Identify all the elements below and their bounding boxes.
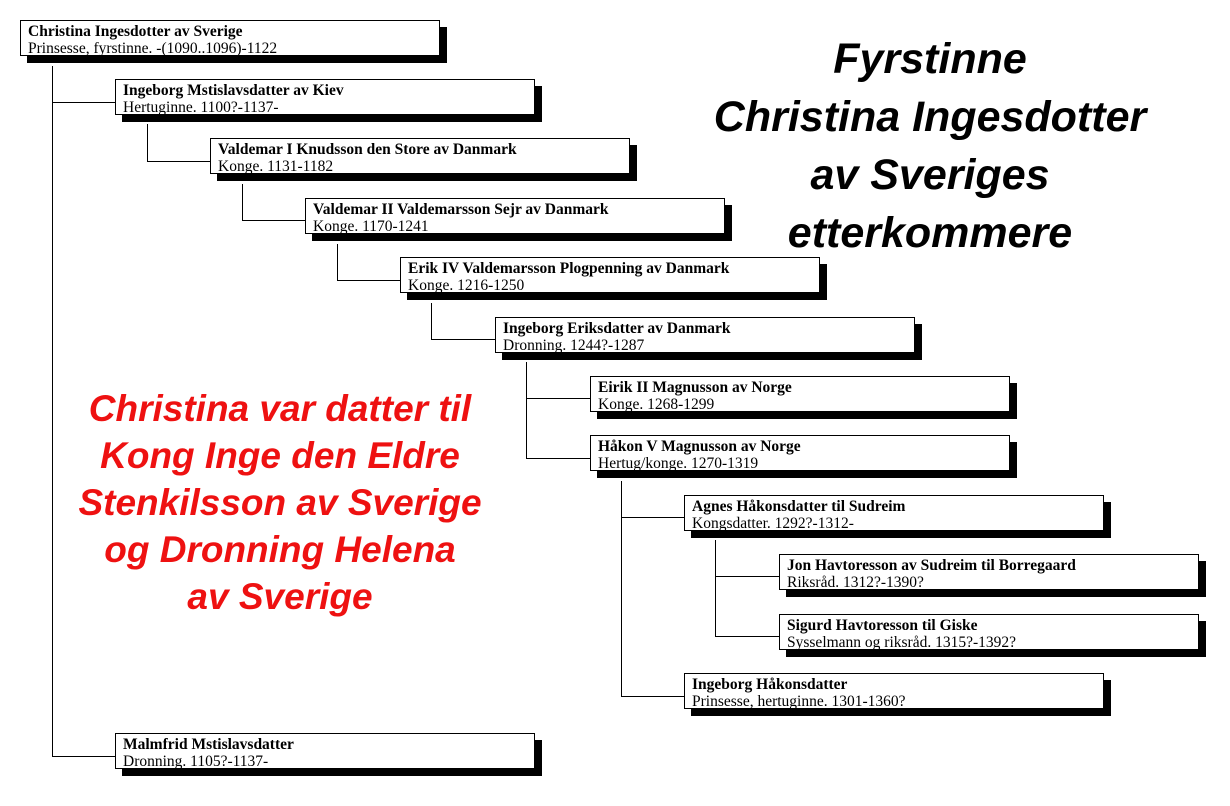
chart-title-line: Christina Ingesdotter xyxy=(713,93,1147,141)
person-name: Erik IV Valdemarsson Plogpenning av Danmark xyxy=(408,260,730,277)
connector-erik4-ingeborg xyxy=(432,303,496,340)
person-name: Christina Ingesdotter av Sverige xyxy=(28,23,243,40)
connector-ingeborg-valdemar1 xyxy=(148,124,211,162)
person-box-ingeborg-mstislavsdatter xyxy=(115,79,535,115)
person-box-christina xyxy=(20,20,440,56)
person-info: Sysselmann og riksråd. 1315?-1392? xyxy=(787,634,1017,651)
person-box-eirik-2 xyxy=(590,376,1010,412)
person-info: Konge. 1268-1299 xyxy=(598,396,715,413)
parentage-note-line: Kong Inge den Eldre xyxy=(100,435,460,476)
person-name: Ingeborg Håkonsdatter xyxy=(692,676,848,693)
parentage-note-line: Stenkilsson av Sverige xyxy=(78,482,482,523)
person-name: Agnes Håkonsdatter til Sudreim xyxy=(692,498,906,515)
person-box-sigurd-havtoresson xyxy=(779,614,1199,650)
person-name: Ingeborg Mstislavsdatter av Kiev xyxy=(123,82,344,99)
person-info: Riksråd. 1312?-1390? xyxy=(787,574,924,591)
chart-title xyxy=(650,30,1210,262)
person-name: Eirik II Magnusson av Norge xyxy=(598,379,792,396)
person-name: Ingeborg Eriksdatter av Danmark xyxy=(503,320,731,337)
connector-valdemar2-erik4 xyxy=(338,244,401,281)
person-box-ingeborg-hakonsdatter xyxy=(684,673,1104,709)
chart-title-line: etterkommere xyxy=(787,209,1073,257)
person-name: Valdemar II Valdemarsson Sejr av Danmark xyxy=(313,201,609,218)
parentage-note-line: Christina var datter til xyxy=(88,388,472,429)
person-info: Prinsesse, fyrstinne. -(1090..1096)-1122 xyxy=(28,40,278,57)
person-info: Konge. 1216-1250 xyxy=(408,277,525,294)
parentage-note-line: og Dronning Helena xyxy=(104,529,456,570)
person-box-malmfrid xyxy=(115,733,535,769)
person-box-agnes xyxy=(684,495,1104,531)
person-box-ingeborg-eriksdatter xyxy=(495,317,915,353)
person-info: Kongsdatter. 1292?-1312- xyxy=(692,515,854,532)
person-info: Dronning. 1244?-1287 xyxy=(503,337,645,354)
person-box-jon-havtoresson xyxy=(779,554,1199,590)
person-info: Hertug/konge. 1270-1319 xyxy=(598,455,759,472)
connector-hakon-ingeborg xyxy=(622,481,685,697)
person-name: Jon Havtoresson av Sudreim til Borregaard xyxy=(787,557,1076,574)
person-info: Dronning. 1105?-1137- xyxy=(123,753,269,770)
person-name: Sigurd Havtoresson til Giske xyxy=(787,617,978,634)
person-name: Malmfrid Mstislavsdatter xyxy=(123,736,294,753)
connector-agnes-sigurd xyxy=(716,540,780,637)
connector-valdemar1-valdemar2 xyxy=(243,184,306,221)
person-info: Hertuginne. 1100?-1137- xyxy=(123,99,279,116)
person-name: Håkon V Magnusson av Norge xyxy=(598,438,801,455)
person-info: Konge. 1170-1241 xyxy=(313,218,429,235)
person-box-valdemar-1 xyxy=(210,138,630,174)
parentage-note xyxy=(20,385,540,620)
person-info: Konge. 1131-1182 xyxy=(218,158,334,175)
parentage-note-line: av Sverige xyxy=(187,576,373,617)
person-info: Prinsesse, hertuginne. 1301-1360? xyxy=(692,693,906,710)
person-name: Valdemar I Knudsson den Store av Danmark xyxy=(218,141,517,158)
person-box-hakon-5 xyxy=(590,435,1010,471)
chart-title-line: av Sveriges xyxy=(810,151,1050,199)
chart-title-line: Fyrstinne xyxy=(833,35,1027,83)
person-box-erik-4 xyxy=(400,257,820,293)
